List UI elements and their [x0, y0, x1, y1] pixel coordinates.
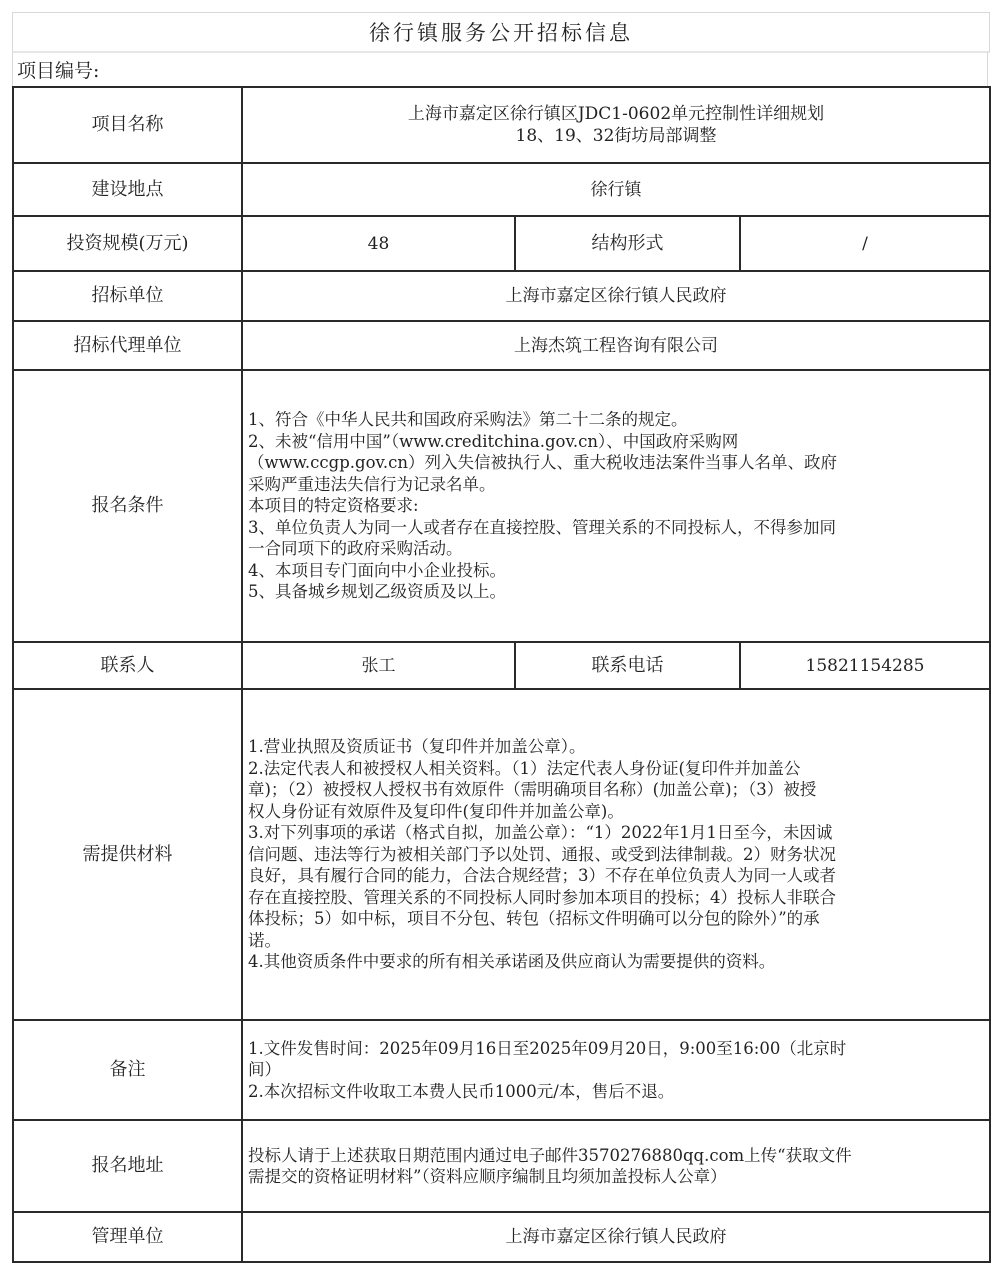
investment-label: 投资规模(万元)	[13, 216, 242, 271]
location-value: 徐行镇	[242, 163, 990, 216]
phone-label: 联系电话	[515, 642, 740, 689]
remark-line: 2.本次招标文件收取工本费人民币1000元/本，售后不退。	[248, 1081, 675, 1101]
investment-value: 48	[242, 216, 515, 271]
remark-line: 1.文件发售时间：2025年09月16日至2025年09月20日，9:00至16:00（北京时	[248, 1038, 847, 1058]
material-line: 2.法定代表人和被授权人相关资料。（1）法定代表人身份证(复印件并加盖公	[248, 758, 801, 778]
tender-info-table	[12, 86, 991, 1263]
row-tenderer	[13, 271, 990, 321]
row-materials	[13, 689, 990, 1020]
agent-label: 招标代理单位	[13, 321, 242, 370]
row-project-name	[13, 87, 990, 163]
project-number-label: 项目编号:	[12, 52, 988, 86]
agent-value: 上海杰筑工程咨询有限公司	[242, 321, 990, 370]
row-location	[13, 163, 990, 216]
row-registration-address	[13, 1120, 990, 1212]
contact-value: 张工	[242, 642, 515, 689]
tenderer-label: 招标单位	[13, 271, 242, 321]
document-title: 徐行镇服务公开招标信息	[12, 12, 990, 53]
material-line: 信问题、违法等行为被相关部门予以处罚、通报、或受到法律制裁。2）财务状况	[248, 844, 836, 864]
row-registration-conditions	[13, 370, 990, 642]
material-line: 4.其他资质条件中要求的所有相关承诺函及供应商认为需要提供的资料。	[248, 952, 776, 972]
condition-line: 一合同项下的政府采购活动。	[248, 539, 463, 559]
row-investment	[13, 216, 990, 271]
condition-line: 1、符合《中华人民共和国政府采购法》第二十二条的规定。	[248, 410, 688, 430]
condition-line: 3、单位负责人为同一人或者存在直接控股、管理关系的不同投标人，不得参加同	[248, 517, 836, 537]
row-agent	[13, 321, 990, 370]
material-line: 章)；（2）被授权人授权书有效原件（需明确项目名称）(加盖公章)；（3）被授	[248, 780, 817, 800]
management-value: 上海市嘉定区徐行镇人民政府	[242, 1212, 990, 1262]
management-label: 管理单位	[13, 1212, 242, 1262]
material-line: 诺。	[248, 930, 281, 950]
location-label: 建设地点	[13, 163, 242, 216]
material-line: 3.对下列事项的承诺（格式自拟，加盖公章）：“1）2022年1月1日至今，未因诚	[248, 823, 833, 843]
condition-line: 4、本项目专门面向中小企业投标。	[248, 560, 506, 580]
material-line: 体投标；5）如中标，项目不分包、转包（招标文件明确可以分包的除外）”的承	[248, 909, 820, 929]
registration-conditions-label: 报名条件	[13, 370, 242, 642]
condition-line: 采购严重违法失信行为记录名单。	[248, 474, 496, 494]
project-name-value	[242, 87, 990, 163]
tenderer-value: 上海市嘉定区徐行镇人民政府	[242, 271, 990, 321]
remark-line: 间）	[248, 1060, 281, 1080]
remarks-value	[242, 1020, 990, 1120]
material-line: 良好，具有履行合同的能力，合法合规经营；3）不存在单位负责人为同一人或者	[248, 866, 836, 886]
condition-line: 5、具备城乡规划乙级资质及以上。	[248, 582, 506, 602]
project-name-line: 上海市嘉定区徐行镇区JDC1-0602单元控制性详细规划	[407, 104, 825, 124]
registration-conditions-value	[242, 370, 990, 642]
row-contact	[13, 642, 990, 689]
materials-value	[242, 689, 990, 1020]
contact-label: 联系人	[13, 642, 242, 689]
condition-line: 本项目的特定资格要求:	[248, 496, 419, 516]
row-remarks	[13, 1020, 990, 1120]
project-name-label: 项目名称	[13, 87, 242, 163]
material-line: 存在直接控股、管理关系的不同投标人同时参加本项目的投标；4）投标人非联合	[248, 887, 836, 907]
structure-value: /	[740, 216, 990, 271]
condition-line: 2、未被“信用中国”（www.creditchina.gov.cn）、中国政府采购网	[248, 431, 739, 451]
row-management	[13, 1212, 990, 1262]
material-line: 1.营业执照及资质证书（复印件并加盖公章）。	[248, 737, 586, 757]
registration-address-label: 报名地址	[13, 1120, 242, 1212]
material-line: 权人身份证有效原件及复印件(复印件并加盖公章)。	[248, 801, 624, 821]
registration-address-value	[242, 1120, 990, 1212]
structure-label: 结构形式	[515, 216, 740, 271]
materials-label: 需提供材料	[13, 689, 242, 1020]
phone-value: 15821154285	[740, 642, 990, 689]
address-line: 需提交的资格证明材料”（资料应顺序编制且均须加盖投标人公章）	[248, 1167, 727, 1186]
project-name-line: 18、19、32街坊局部调整	[515, 126, 717, 146]
condition-line: （www.ccgp.gov.cn）列入失信被执行人、重大税收违法案件当事人名单、政府	[248, 453, 837, 473]
remarks-label: 备注	[13, 1020, 242, 1120]
address-line: 投标人请于上述获取日期范围内通过电子邮件3570276880qq.com上传“获取文件	[248, 1145, 852, 1165]
